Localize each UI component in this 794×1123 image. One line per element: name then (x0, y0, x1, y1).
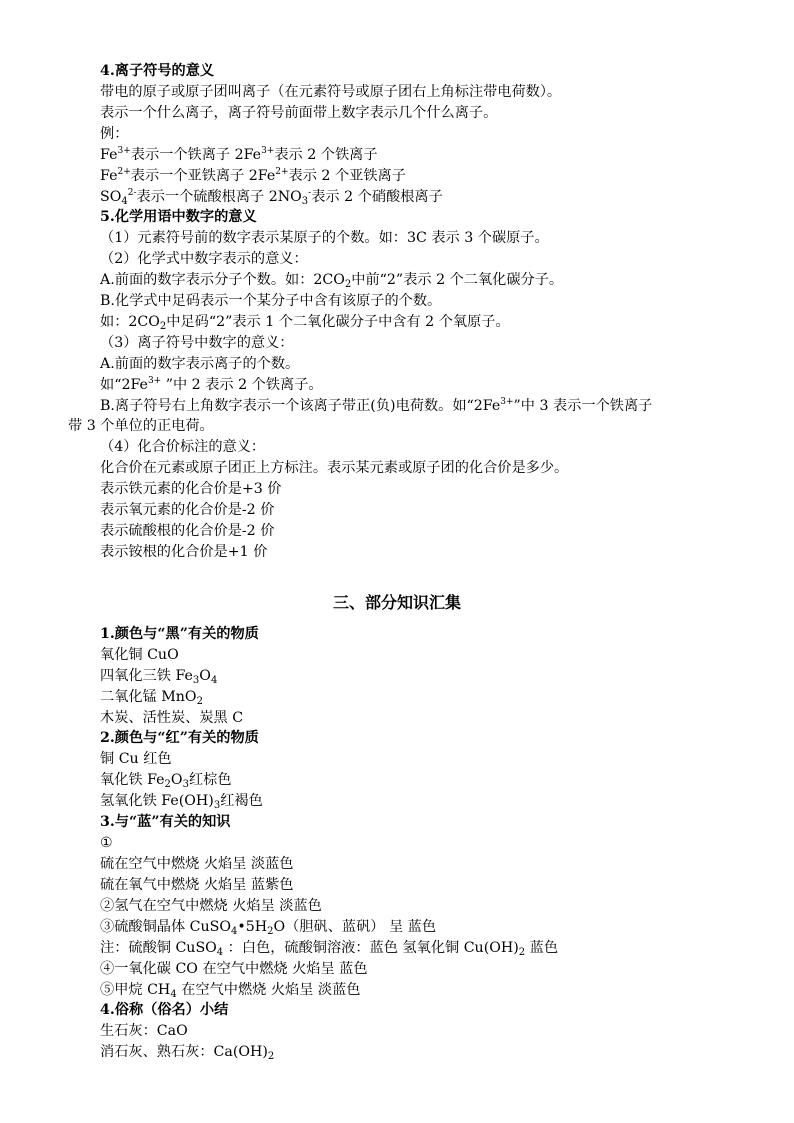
section-title: 三、部分知识汇集 (332, 593, 461, 612)
rule-4e: 表示铵根的化合价是+1 价 (100, 544, 268, 560)
heading-ion-symbol: 4.离子符号的意义 (100, 63, 215, 79)
subscript: 4 (230, 926, 238, 937)
blue-item-2: 硫在空气中燃烧 火焰呈 淡蓝色 (100, 856, 294, 872)
black-item-3 (100, 687, 203, 707)
heading-number-meaning: 5.化学用语中数字的意义 (100, 209, 257, 225)
superscript: 3+ (500, 397, 514, 407)
heading-black: 1.颜色与“黑”有关的物质 (100, 626, 259, 642)
subscript: 4 (210, 675, 218, 686)
text: 四氧化三铁 Fe (100, 668, 193, 684)
blue-item-note (100, 938, 558, 958)
subscript: 2 (518, 947, 526, 958)
common-name-1: 生石灰：CaO (100, 1023, 188, 1039)
text: 在空气中燃烧 火焰呈 淡蓝色 (176, 982, 361, 998)
superscript: 3+ (147, 376, 162, 386)
example-label: 例： (100, 126, 129, 142)
blue-item-7 (100, 980, 360, 1000)
rule-3c-continued: 带 3 个单位的正电荷。 (68, 418, 214, 434)
text: ：白色，硫酸铜溶液：蓝色 氢氧化铜 Cu(OH) (223, 940, 519, 956)
subscript: 2 (196, 696, 203, 707)
subscript: 3 (192, 675, 200, 686)
example-line-iron-ion (100, 145, 378, 165)
superscript: - (308, 188, 312, 198)
blue-item-4: ②氢气在空气中燃烧 火焰呈 淡蓝色 (100, 898, 322, 914)
heading-common-names: 4.俗称（俗名）小结 (100, 1002, 229, 1018)
subscript: 3 (213, 800, 221, 811)
blue-item-3: 硫在氧气中燃烧 火焰呈 蓝紫色 (100, 877, 294, 893)
text: 表示 2 个亚铁离子 (288, 168, 406, 184)
rule-2b: B.化学式中足码表示一个某分子中含有该原子的个数。 (100, 293, 442, 309)
ion-meaning: 表示一个什么离子，离子符号前面带上数字表示几个什么离子。 (100, 105, 498, 121)
common-name-2 (100, 1042, 274, 1062)
subscript: 3 (301, 196, 309, 207)
subscript: 4 (216, 947, 224, 958)
text: 消石灰、熟石灰：Ca(OH) (100, 1044, 268, 1060)
rule-3: （3）离子符号中数字的意义： (100, 335, 294, 351)
text: ”中 2 表示 2 个铁离子。 (161, 377, 323, 393)
text: ”中 3 表示一个铁离子 (513, 398, 653, 414)
rule-1: （1）元素符号前的数字表示某原子的个数。如：3C 表示 3 个碳原子。 (100, 230, 549, 246)
text: 表示一个亚铁离子 2Fe (130, 168, 276, 184)
text: ③硫酸铜晶体 CuSO (100, 919, 231, 935)
text: O (170, 772, 183, 788)
subscript: 2 (164, 779, 171, 790)
rule-2a (100, 270, 563, 290)
text: 红褐色 (220, 793, 263, 809)
subscript: 2 (344, 279, 352, 290)
blue-item-5 (100, 917, 436, 937)
text: ⑤甲烷 CH (100, 982, 171, 998)
rule-2: （2）化学式中数字表示的意义： (100, 251, 308, 267)
text: O (199, 668, 211, 684)
blue-item-6: ④一氧化碳 CO 在空气中燃烧 火焰呈 蓝色 (100, 961, 368, 977)
text: 表示一个硫酸根离子 2NO (136, 189, 302, 205)
red-item-3 (100, 791, 263, 811)
text: 注：硫酸铜 CuSO (100, 940, 217, 956)
superscript: 3+ (261, 146, 275, 156)
subscript: 2 (267, 926, 274, 937)
text: Fe (100, 168, 118, 184)
text: •5H (237, 919, 268, 935)
example-line-ferrous-ion (100, 166, 406, 186)
text: 氢氧化铁 Fe(OH) (100, 793, 214, 809)
text: SO (100, 189, 122, 205)
text: 如：2CO (100, 314, 160, 330)
subscript: 2 (267, 1051, 275, 1062)
text: 表示 2 个铁离子 (274, 147, 378, 163)
text: 二氧化锰 MnO (100, 689, 197, 705)
superscript: 2- (127, 188, 137, 198)
text: 表示 2 个硝酸根离子 (311, 189, 443, 205)
rule-4a: 化合价在元素或原子团正上方标注。表示某元素或原子团的化合价是多少。 (100, 460, 569, 476)
rule-3b (100, 375, 323, 395)
heading-blue: 3.与“蓝”有关的知识 (100, 814, 231, 830)
black-item-4: 木炭、活性炭、炭黑 C (100, 710, 244, 726)
text: B.离子符号右上角数字表示一个该离子带正(负)电荷数。如“2Fe (100, 398, 501, 414)
text: 中足码“2”表示 1 个二氧化碳分子中含有 2 个氧原子。 (166, 314, 510, 330)
red-item-1: 铜 Cu 红色 (100, 751, 172, 767)
example-line-sulfate-ion (100, 187, 443, 207)
text: 中前“2”表示 2 个二氧化碳分子。 (351, 272, 564, 288)
black-item-2 (100, 666, 217, 686)
text: Fe (100, 147, 118, 163)
rule-3c (100, 396, 652, 416)
rule-4: （4）化合价标注的意义： (100, 439, 266, 455)
rule-3a: A.前面的数字表示离子的个数。 (100, 356, 300, 372)
superscript: 3+ (117, 146, 131, 156)
black-item-1: 氧化铜 CuO (100, 647, 179, 663)
text: O（胆矾、蓝矾） 呈 蓝色 (273, 919, 437, 935)
text: 蓝色 (525, 940, 559, 956)
text: A.前面的数字表示分子个数。如：2CO (100, 272, 345, 288)
text: 如“2Fe (100, 377, 148, 393)
superscript: 2+ (117, 167, 131, 177)
rule-4c: 表示氧元素的化合价是-2 价 (100, 502, 275, 518)
rule-4b: 表示铁元素的化合价是+3 价 (100, 481, 282, 497)
ion-definition: 带电的原子或原子团叫离子（在元素符号或原子团右上角标注带电荷数）。 (100, 84, 562, 100)
rule-4d: 表示硫酸根的化合价是-2 价 (100, 523, 275, 539)
red-item-2 (100, 770, 232, 790)
subscript: 4 (121, 196, 128, 207)
blue-item-1: ① (100, 835, 113, 851)
text: 氧化铁 Fe (100, 772, 165, 788)
subscript: 4 (170, 989, 177, 1000)
subscript: 2 (159, 321, 167, 332)
heading-red: 2.颜色与“红”有关的物质 (100, 730, 259, 746)
rule-2c (100, 312, 510, 332)
subscript: 3 (182, 779, 189, 790)
text: 红棕色 (188, 772, 232, 788)
text: 表示一个铁离子 2Fe (130, 147, 262, 163)
superscript: 2+ (275, 167, 289, 177)
